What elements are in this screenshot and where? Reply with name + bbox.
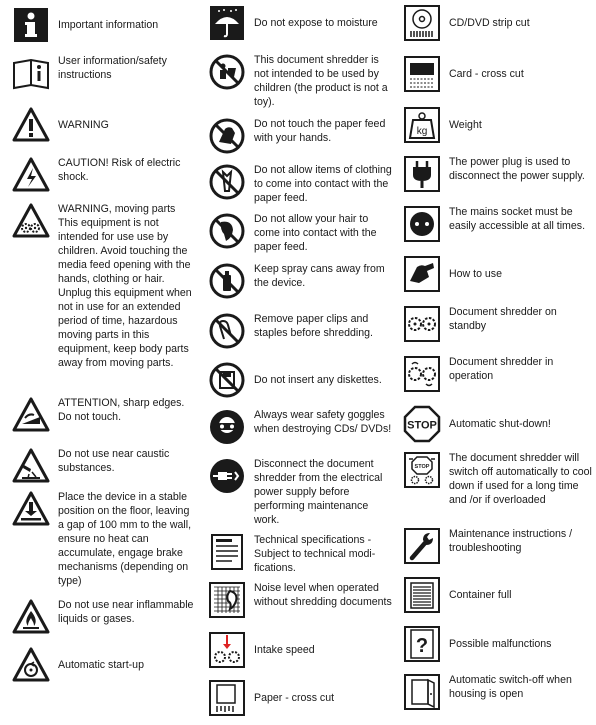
container-full-icon [403,576,441,614]
wrench-icon [403,527,441,565]
no-children-icon [208,53,246,91]
flammable-icon [12,598,50,636]
entry-moving-parts: WARNING, moving parts This equipment is not intended for use use by children. Avoid touching the media feed opening with the hands, clothing or hair. Unplug this equipment when not in use for an extended period of time, hazardous moving parts in this equipment, keep body parts away from moving parts. [12,202,197,370]
manual-book-info-icon [12,54,50,92]
entry-how-to-use: How to use [403,255,593,293]
noise-level-icon [208,581,246,619]
entry-no-hand: Do not touch the paper feed with your hands. [208,117,396,155]
entry-important-information: Important information [12,6,197,44]
disconnect-power-icon [208,457,246,495]
electric-shock-icon [12,156,50,194]
svg-text:?: ? [415,635,429,657]
svg-text:STOP: STOP [414,464,430,470]
entry-weight: kg Weight [403,106,593,144]
auto-cooldown-icon [403,451,441,489]
entry-automatic-shutdown: STOP Automatic shut-down! [403,405,593,443]
moisture-umbrella-icon [208,4,246,42]
entry-maintenance: Maintenance instructions / troubleshooting [403,527,593,565]
entry-stable-position: Place the device in a stable position on the floor, leaving a gap of 100 mm to the wall, ensure no heat can accumulate, engage brake mechanisms (depending on type) [12,490,197,588]
automatic-start-icon [12,646,50,684]
entry-tech-specs: Technical specifications - Subject to technical modifications. [208,533,396,575]
how-to-use-icon [403,255,441,293]
stop-icon [403,405,441,443]
entry-card-cross-cut: Card - cross cut [403,55,593,93]
entry-housing-open: Automatic switch-off when housing is open [403,673,593,711]
entry-auto-cooldown: STOP The document shredder will switch off automatically to cool down if used for a long time and /or if overloaded [403,451,593,507]
no-paperclip-icon [208,312,246,350]
svg-text:kg: kg [416,126,428,137]
housing-open-icon [403,673,441,711]
entry-moisture: Do not expose to moisture [208,4,396,42]
entry-cd-dvd-strip: CD/DVD strip cut [403,4,593,42]
entry-container-full: Container full [403,576,593,614]
standby-icon [403,305,441,343]
caustic-substances-icon [12,447,50,485]
entry-disconnect-power: Disconnect the document shredder from the electrical power supply before performing maintenance work. [208,457,396,527]
entry-sharp-edges: ATTENTION, sharp edges. Do not touch. [12,396,197,434]
entry-no-spray: Keep spray cans away from the device. [208,262,396,300]
entry-no-clothing: Do not allow items of clothing to come into contact with the paper feed. [208,163,396,205]
no-spray-icon [208,262,246,300]
entry-power-plug: The power plug is used to disconnect the power supply. [403,155,593,193]
sharp-edges-icon [12,396,50,434]
entry-flammable: Do not use near inflammable liquids or gases. [12,598,197,636]
entry-user-information: User information/safety instructions [12,54,197,92]
warning-triangle-icon [12,106,50,144]
entry-malfunctions: ? Possible malfunctions [403,625,593,663]
stable-position-icon [12,490,50,528]
entry-intake-speed: Intake speed [208,631,396,669]
no-diskette-icon [208,361,246,399]
entry-noise-level: Noise level when operated without shredding documents [208,581,396,619]
power-plug-icon [403,155,441,193]
entry-automatic-start: Automatic start-up [12,646,197,684]
entry-in-operation: Document shredder in operation [403,355,593,393]
entry-no-paperclip: Remove paper clips and staples before shredding. [208,312,396,350]
no-hand-icon [208,117,246,155]
entry-paper-cross-cut: Paper - cross cut [208,679,396,717]
intake-speed-icon [208,631,246,669]
malfunction-icon [403,625,441,663]
entry-electric-shock: CAUTION! Risk of electric shock. [12,156,197,194]
entry-standby: Document shredder on standby [403,305,593,343]
safety-goggles-icon [208,408,246,446]
entry-no-children: This document shredder is not intended to be used by children (the product is not a toy). [208,53,396,109]
svg-text:STOP: STOP [407,419,437,432]
no-hair-icon [208,212,246,250]
mains-socket-icon [403,205,441,243]
info-icon [12,6,50,44]
no-clothing-icon [208,163,246,201]
tech-specs-icon [208,533,246,571]
paper-cross-cut-icon [208,679,246,717]
in-operation-icon [403,355,441,393]
entry-no-diskette: Do not insert any diskettes. [208,361,396,399]
weight-icon [403,106,441,144]
entry-safety-goggles: Always wear safety goggles when destroying CDs/ DVDs! [208,408,396,446]
cd-dvd-strip-icon [403,4,441,42]
entry-caustic: Do not use near caustic substances. [12,447,197,485]
entry-no-hair: Do not allow your hair to come into contact with the paper feed. [208,212,396,254]
card-cross-cut-icon [403,55,441,93]
entry-warning: WARNING [12,106,197,144]
entry-mains-socket: The mains socket must be easily accessible at all times. [403,205,593,243]
moving-parts-icon [12,202,50,240]
